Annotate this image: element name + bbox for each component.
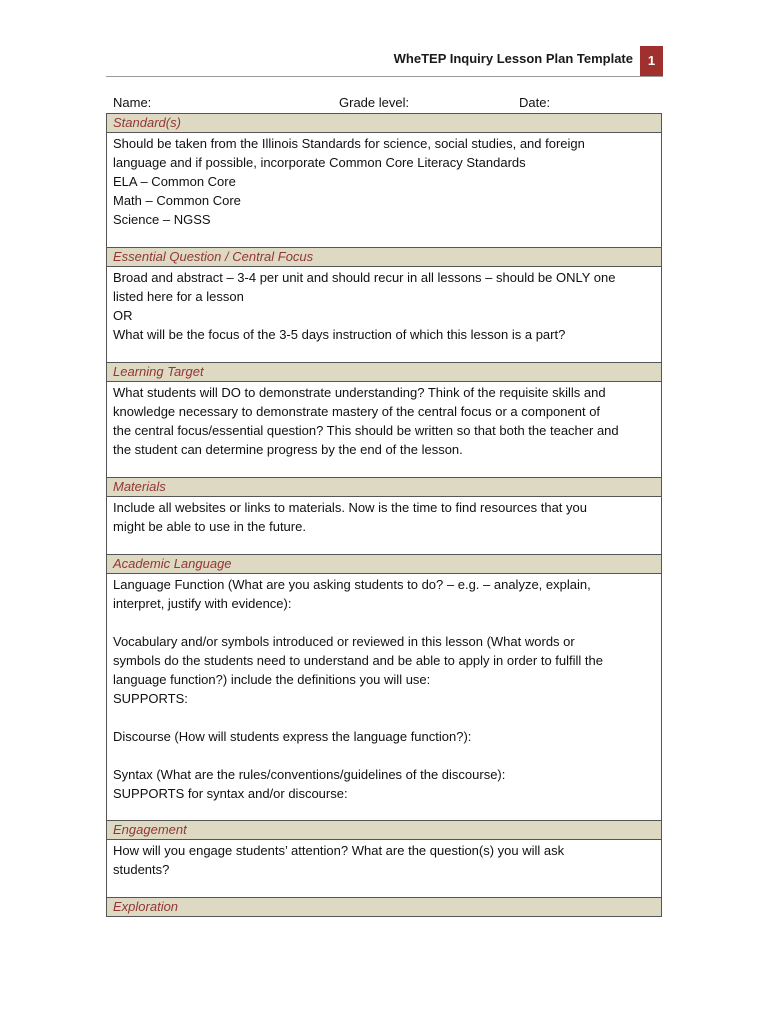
section-header-essential-question: Essential Question / Central Focus [107,248,661,267]
section-body-engagement [107,840,661,898]
text-line: Science – NGSS [113,212,211,227]
text-line: How will you engage students’ attention? What are the question(s) you will ask [113,843,565,858]
document-title: WheTEP Inquiry Lesson Plan Template [393,51,633,66]
text-line: Vocabulary and/or symbols introduced or reviewed in this lesson (What words or [113,634,575,649]
text-line: students? [113,862,170,877]
section-header-learning-target: Learning Target [107,363,661,382]
text-line: What students will DO to demonstrate understanding? Think of the requisite skills and [113,385,606,400]
text-line: What will be the focus of the 3-5 days instruction of which this lesson is a part? [113,327,566,342]
name-label: Name: [113,95,152,110]
text-line [113,708,655,727]
section-body-academic-language [107,574,661,821]
text-line: SUPPORTS for syntax and/or discourse: [113,786,348,801]
text-line: Should be taken from the Illinois Standards for science, social studies, and foreign [113,136,585,151]
section-header-engagement: Engagement [107,821,661,840]
grade-level-label: Grade level: [339,95,410,110]
text-line: interpret, justify with evidence): [113,596,292,611]
date-label: Date: [519,95,551,110]
text-line: OR [113,308,133,323]
text-line: might be able to use in the future. [113,519,306,534]
section-header-materials: Materials [107,478,661,497]
section-header-academic-language: Academic Language [107,555,661,574]
lesson-plan-table [106,113,662,917]
text-line: Broad and abstract – 3-4 per unit and should recur in all lessons – should be ONLY one [113,270,616,285]
text-line: Math – Common Core [113,193,241,208]
page-number-badge: 1 [640,46,663,76]
text-line: the student can determine progress by the end of the lesson. [113,442,463,457]
text-line: symbols do the students need to understand and be able to apply in order to fulfill the [113,653,603,668]
section-body-materials [107,497,661,555]
text-line: Include all websites or links to materials. Now is the time to find resources that you [113,500,587,515]
text-line: the central focus/essential question? This should be written so that both the teacher and [113,423,619,438]
section-body-learning-target [107,382,661,478]
text-line: Language Function (What are you asking students to do? – e.g. – analyze, explain, [113,577,591,592]
text-line: Syntax (What are the rules/conventions/guidelines of the discourse): [113,767,506,782]
text-line: language function?) include the definitions you will use: [113,672,431,687]
text-line: listed here for a lesson [113,289,244,304]
section-body-standards [107,133,661,248]
page-header [106,46,663,77]
text-line [113,746,655,765]
text-line: ELA – Common Core [113,174,236,189]
text-line [113,613,655,632]
text-line: Discourse (How will students express the language function?): [113,729,472,744]
section-body-essential-question [107,267,661,363]
text-line: SUPPORTS: [113,691,188,706]
section-header-exploration: Exploration [107,898,661,916]
text-line: knowledge necessary to demonstrate mastery of the central focus or a component of [113,404,601,419]
text-line: language and if possible, incorporate Common Core Literacy Standards [113,155,526,170]
section-header-standards: Standard(s) [107,114,661,133]
